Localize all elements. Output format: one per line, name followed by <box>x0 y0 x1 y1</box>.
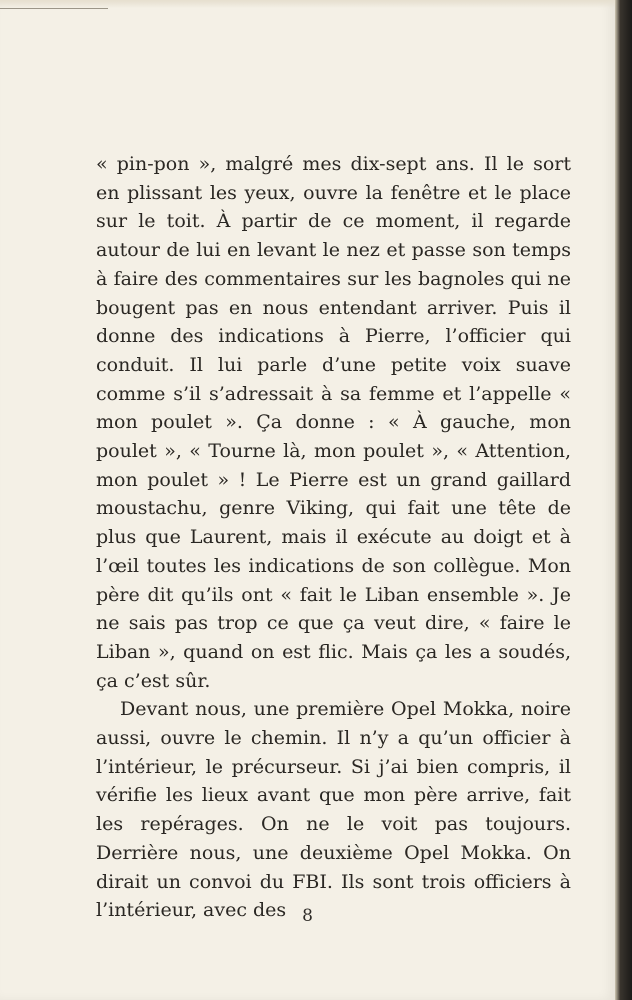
paragraph-1: « pin-pon », malgré mes dix-sept ans. Il le sort en plissant les yeux, ouvre la fenêtre et le place sur le toit. À partir de ce moment, il regarde autour de lui en levant le nez et passe son temps à faire des commentaires sur les bagnoles qui ne bougent pas en nous entendant arriver. Puis il donne des indications à Pierre, l’officier qui conduit. Il lui parle d’une petite voix suave comme s’il s’adressait à sa femme et l’appelle « mon poulet ». Ça donne : « À gauche, mon poulet », « Tourne là, mon poulet », « Attention, mon poulet » ! Le Pierre est un grand gaillard moustachu, genre Viking, qui fait une tête de plus que Laurent, mais il exécute au doigt et à l’œil toutes les indications de son collègue. Mon père dit qu’ils ont « fait le Liban ensemble ». Je ne sais pas trop ce que ça veut dire, « faire le Liban », quand on est flic. Mais ça les a soudés, ça c’est sûr. <box>96 153 571 692</box>
page-number: 8 <box>302 906 313 926</box>
top-rule <box>0 8 108 9</box>
body-text <box>96 150 571 925</box>
book-edge <box>615 0 632 1000</box>
page-top-shadow <box>0 0 615 8</box>
paragraph-2: Devant nous, une première Opel Mokka, noire aussi, ouvre le chemin. Il n’y a qu’un officier à l’intérieur, le précurseur. Si j’ai bien compris, il vérifie les lieux avant que mon père arrive, fait les repérages. On ne le voit pas toujours. Derrière nous, une deuxième Opel Mokka. On dirait un convoi du FBI. Ils sont trois officiers à l’intérieur, avec des <box>96 698 571 922</box>
